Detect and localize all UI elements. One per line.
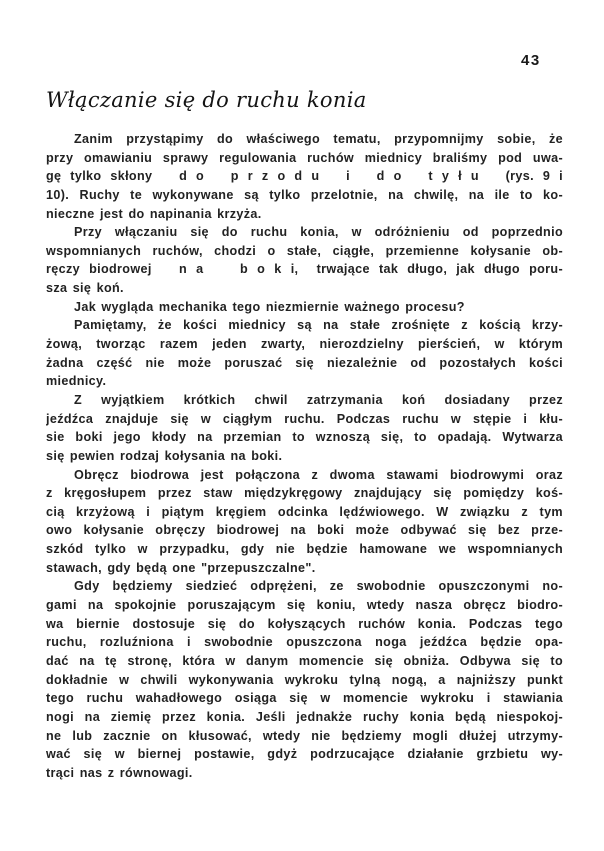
text-line: gę tylko skłony d o p r z o d u i d o t y ł u (rys. 9 i (46, 169, 563, 184)
text-line: tego ruchu wahadłowego osiąga się w momencie wykroku i stawiania (46, 691, 563, 706)
chapter-heading: Włączanie się do ruchu konia (46, 88, 367, 112)
text-line: dać na tę stronę, która w danym momencie się obniża. Odbywa się to (46, 653, 563, 668)
text-line: sie boki jego kłody na przemian to wznoszą się, to opadają. Wytwarza (46, 430, 563, 445)
text-line: dokładnie w chwili wykonywania wykroku tylną nogą, a najniższy punkt (46, 672, 563, 687)
text-line: Z wyjątkiem krótkich chwil zatrzymania koń dosiadany przez (74, 392, 563, 407)
text-line: sza się koń. (46, 281, 124, 296)
text-line: ruchu, rozluźniona i swobodnie opuszczona noga jeźdźca będzie opa- (46, 635, 563, 650)
text-line: Przy włączaniu się do ruchu konia, w odróżnieniu od poprzednio (74, 225, 563, 240)
text-line: Pamiętamy, że kości miednicy są na stałe zrośnięte z kością krzy- (74, 318, 563, 333)
text-line: Obręcz biodrowa jest połączona z dwoma stawami biodrowymi oraz (74, 467, 563, 482)
text-line: cią krzyżową i piątym kręgiem odcinka lędźwiowego. W związku z tym (46, 504, 563, 519)
text-line: wa biernie dostosuje się do kołyszących ruchów konia. Podczas tego (46, 616, 563, 631)
text-line: przy omawianiu sprawy regulowania ruchów miednicy braliśmy pod uwa- (46, 150, 563, 165)
text-line: Zanim przystąpimy do właściwego tematu, przypomnijmy sobie, że (74, 132, 563, 146)
text-line: nieczne jest do napinania krzyża. (46, 206, 262, 221)
text-line: Gdy będziemy siedzieć odprężeni, ze swobodnie opuszczonymi no- (74, 579, 563, 594)
text-line: ręczy biodrowej n a b o k i, trwające tak długo, jak długo poru- (46, 262, 563, 277)
text-line: gami na spokojnie poruszającym się koniu, wtedy nasza obręcz biodro- (46, 598, 563, 613)
text-line: żadna część nie może poruszać się niezależnie od pozostałych kości (46, 355, 563, 370)
text-line: ne lub zacznie on kłusować, wtedy nie będziemy mogli dłużej utrzymy- (46, 728, 563, 743)
text-line: żową, tworząc razem jeden zwarty, nierozdzielny pierścień, w którym (46, 337, 563, 352)
text-line: owo kołysanie obręczy biodrowej na boki może odbywać się bez prze- (46, 523, 563, 538)
text-line: z kręgosłupem przez staw międzykręgowy znajdujący się pomiędzy koś- (46, 486, 563, 501)
text-line: jeźdźca znajduje się w ciągłym ruchu. Podczas ruchu w stępie i kłu- (46, 411, 563, 426)
text-line: Jak wygląda mechanika tego niezmiernie ważnego procesu? (74, 299, 465, 314)
page-number: 43 (521, 52, 541, 69)
body-text (46, 130, 563, 782)
text-line: wspomnianych ruchów, chodzi o stałe, ciągłe, przemienne kołysanie ob- (46, 243, 563, 258)
text-line: stawach, gdy będą one "przepuszczalne". (46, 560, 316, 575)
text-line: się pewien rodzaj kołysania na boki. (46, 448, 283, 463)
text-line: trąci nas z równowagi. (46, 765, 193, 780)
text-line: miednicy. (46, 374, 107, 389)
text-line: wać się w biernej postawie, gdyż podrzucające działanie grzbietu wy- (46, 747, 563, 762)
text-line: nogi na ziemię przez konia. Jeśli jednakże ruchy konia będą niespokoj- (46, 709, 563, 724)
text-line: szkód tylko w przypadku, gdy nie będzie hamowane we wspomnianych (46, 542, 563, 557)
text-line: 10). Ruchy te wykonywane są tylko przelotnie, na chwilę, na ile to ko- (46, 187, 563, 202)
